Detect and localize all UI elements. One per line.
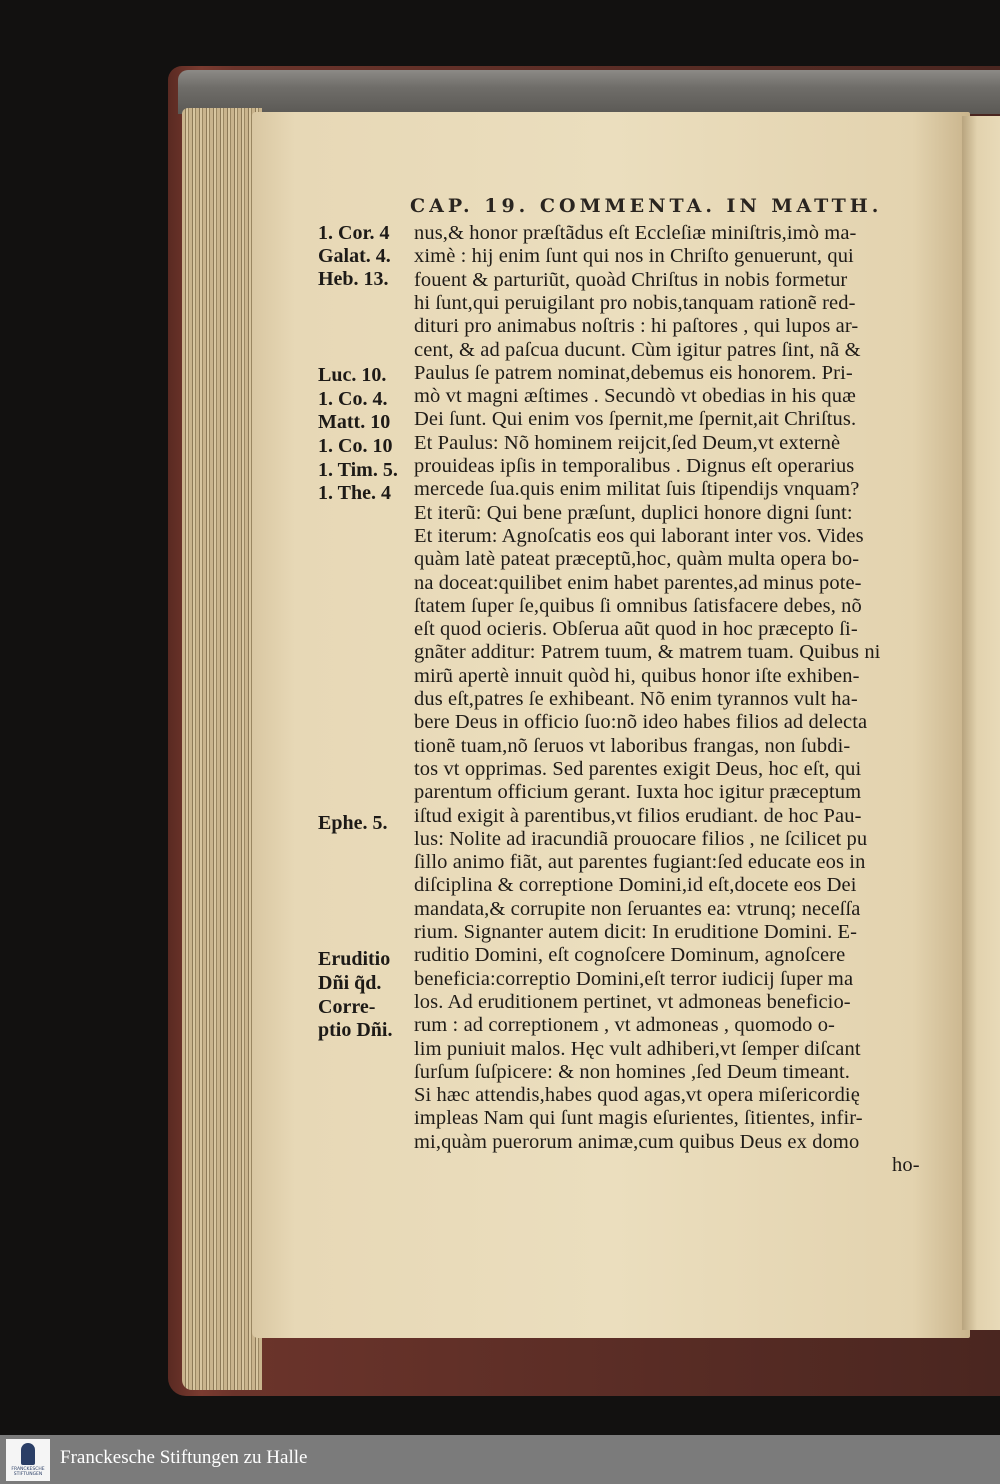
institution-logo[interactable] [6,1439,50,1481]
text-line: hi ſunt,qui peruigilant pro nobis,tanquam rationẽ red- [414,291,856,314]
text-line: beneficia:correptio Domini,eſt terror iudicij ſuper ma [414,967,854,990]
text-line: bere Deus in officio ſuo:nõ ideo habes filios ad delecta [414,711,868,734]
book-top-edge [178,70,1000,114]
text-line: mandata,& corrupite non ſeruantes ea: vtrunq; neceſſa [414,897,861,920]
margin-note: 1. Tim. 5. [318,459,398,481]
margin-note: Eruditio [318,948,391,970]
margin-note: Ephe. 5. [318,812,388,834]
text-line: parentum officium gerant. Iuxta hoc igitur præceptum [414,781,862,804]
text-line: eſt quod ocieris. Obſerua aũt quod in hoc præcepto ſi- [414,618,858,641]
catchword: ho- [892,1154,920,1176]
margin-note: 1. Cor. 4 [318,222,390,244]
margin-note: Corre- [318,996,376,1018]
page-edges [182,108,262,1390]
text-line: tionẽ tuam,nõ ſeruos vt laboribus frangas, non ſubdi- [414,734,851,757]
margin-note: Dñi q̃d. [318,972,382,994]
text-line: ſillo animo fiãt, aut parentes fugiant:ſed educate eos in [414,851,866,874]
text-line: lim puniuit malos. Hęc vult adhiberi,vt ſemper diſcant [414,1037,861,1060]
text-line: ximè : hij enim ſunt qui nos in Chriſto genuerunt, qui [414,245,854,268]
text-line: ſurſum ſuſpicere: & non homines ,ſed Deum timeant. [414,1060,850,1083]
text-line: dus eſt,patres ſe exhibeant. Nõ enim tyrannos vult ha- [414,688,858,710]
text-line: lus: Nolite ad iracundiã prouocare filios , ne ſcilicet pu [414,827,868,850]
running-head: CAP. 19. COMMENTA. IN MATTH. [410,195,883,217]
text-line: Et Paulus: Nõ hominem reijcit,ſed Deum,vt externè [414,431,841,454]
text-line: Et iterũ: Qui bene præſunt, duplici honore digni ſunt: [414,501,853,524]
text-line: mi,quàm puerorum animæ,cum quibus Deus ex domo [414,1130,860,1153]
text-line: dituri pro animabus noſtris : hi paſtores , qui lupos ar- [414,315,859,338]
text-line: Si hæc attendis,habes quod agas,vt opera miſericordię [414,1084,860,1107]
text-line: cent, & ad paſcua ducunt. Cùm igitur patres ſint, nã & [414,338,861,361]
footer-bar [0,1435,1000,1484]
text-line: los. Ad eruditionem pertinet, vt admoneas beneficio- [414,990,851,1013]
text-line: ſtatem ſuper ſe,quibus ſi omnibus ſatisfacere debes, nõ [414,594,862,617]
text-line: Dei ſunt. Qui enim vos ſpernit,me ſpernit,ait Chriſtus. [414,408,857,431]
logo-caption: FRANCKESCHE STIFTUNGEN [11,1467,45,1477]
facing-page-edge [962,116,1000,1330]
text-line: mercede ſua.quis enim militat ſuis ſtipendijs vnquam? [414,478,860,501]
text-line: iſtud exigit à parentibus,vt filios erudiant. de hoc Pau- [414,804,862,827]
margin-note: ptio Dñi. [318,1019,393,1041]
text-line: rium. Signanter autem dicit: In eruditione Domini. E- [414,921,858,943]
text-line: prouideas ipſis in temporalibus . Dignus eſt operarius [414,455,855,477]
margin-note: Luc. 10. [318,364,387,386]
text-line: tos vt opprimas. Sed parentes exigit Deus, hoc eſt, qui [414,757,862,780]
margin-note: 1. Co. 4. [318,388,388,410]
margin-note: Galat. 4. [318,245,391,267]
text-line: mirũ apertè innuit quòd hi, quibus honor iſte exhiben- [414,664,860,687]
orphanage-icon [21,1443,35,1465]
text-line: rum : ad correptionem , vt admoneas , quomodo o- [414,1014,835,1037]
text-line: ruditio Domini, eſt cognoſcere Dominum, agnoſcere [414,944,846,967]
text-line: quàm latè pateat præceptũ,hoc, quàm multa opera bo- [414,548,860,571]
footer-title: Franckesche Stiftungen zu Halle [60,1447,308,1468]
text-line: impleas Nam qui ſunt magis eſurientes, ſitientes, infir- [414,1107,863,1130]
text-line: na doceat:quilibet enim habet parentes,ad minus pote- [414,571,862,594]
text-line: diſciplina & correptione Domini,id eſt,docete eos Dei [414,874,857,897]
margin-note: Heb. 13. [318,268,389,290]
text-line: fouent & parturiũt, quoàd Chriſtus in nobis formetur [414,268,848,291]
text-line: mò vt magni æſtimes . Secundò vt obedias in his quæ [414,385,856,408]
text-line: Et iterum: Agnoſcatis eos qui laborant inter vos. Vides [414,524,864,547]
text-line: nus,& honor præſtãdus eſt Eccleſiæ miniſtris,imò ma- [414,222,857,244]
margin-note: 1. The. 4 [318,482,391,504]
text-line: gnãter additur: Patrem tuum, & matrem tuam. Quibus ni [414,641,881,664]
margin-note: Matt. 10 [318,411,391,433]
margin-note: 1. Co. 10 [318,435,393,457]
text-line: Paulus ſe patrem nominat,debemus eis honorem. Pri- [414,361,853,384]
